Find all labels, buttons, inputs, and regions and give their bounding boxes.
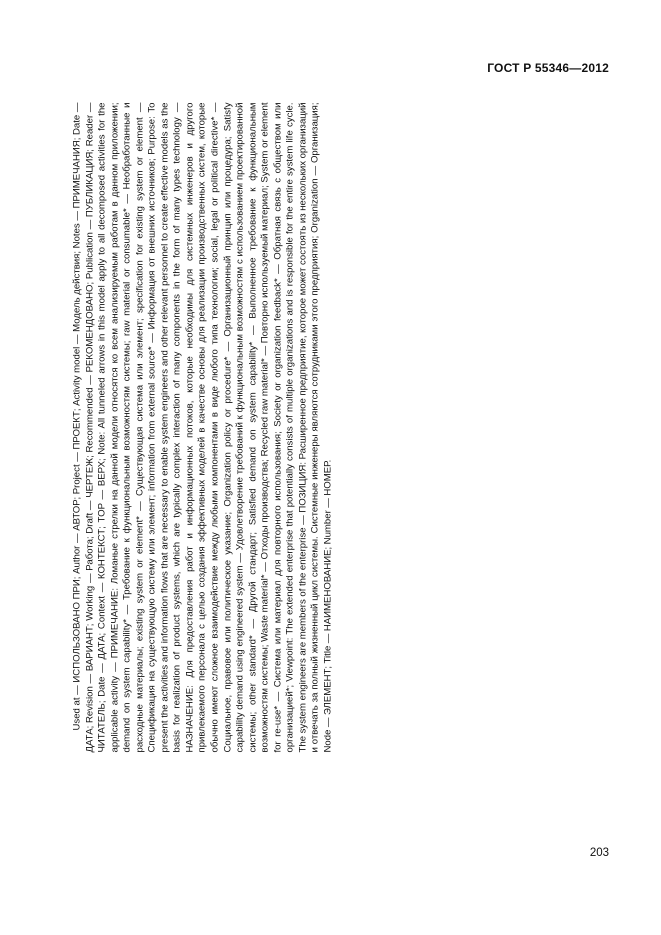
rotated-text-block [71, 102, 334, 752]
page-header-standard: ГОСТ Р 55346—2012 [487, 61, 609, 75]
page-number: 203 [589, 847, 609, 859]
glossary-paragraph: Used at — ИСПОЛЬЗОВАНО ПРИ; Author — АВТОР; Project — ПРОЕКТ; Activity model — Модель действия; Notes — ПРИМЕЧАНИЯ; Date — ДАТА; Revision — ВАРИАНТ; Working — Работа; Draft — ЧЕРТЕЖ; Recommended — РЕКОМЕНДОВАНО; Publication — ПУБЛИКАЦИЯ; Reader — ЧИТАТЕЛЬ; Date — ДАТА; Context — КОНТЕКСТ; TOP — ВЕРХ; Note: All tunneled arrows in this model apply to all decomposed activities for the applicable activity — ПРИМЕЧАНИЕ: Ломаные стрелки на данной модели относятся ко всем анализируемым работам в данном приложении; demand on system capability* — Требование к функциональным возможностям системы; raw material or consumable* — Необработанные и расходные материалы; existing system or element* — Существующая система или элемент; specification for existing system or element — Спецификация на существующую систему или элемент; information from external source* — Информация от внешних источников; Purpose: To present the activities and information flows that are necessary to enable system engineers and other relevant personnel to create effective models as the basis for realization of product systems, which are typically complex interaction of many components in the form of many types technology — НАЗНАЧЕНИЕ: Для предоставления работ и информационных потоков, которые необходимы для системных инженеров и другого привлекаемого персонала с целью создания эффективных моделей в качестве основы для реализации производственных систем, которые обычно имеют сложное взаимодействие между любыми компонентами в виде любого типа технологии; social, legal or political directive* — Социальное, правовое или политическое указание; Organization policy or procedure* — Организационный принцип или процедура; Satisfy capability demand using engineered system — Удовлетворение требований к функциональным возможностям с использованием проектированной системы; other standard* — Другой стандарт; Satisfied demand on system capability* — Выполненное требование к функциональным возможностям системы; Waste material* — Отходы производства; Recycled raw material* — Повторно используемый материал; System or element for re-use* — Система или материал для повторного использования; Society or organization feedback* — Обратная связь с обществом или организацией*; Viewpoint: The extended enterprise that potentially consists of multiple organizations and is responsible for the entire system life cycle. The system engineers are members of the enterprise — ПОЗИЦИЯ: Расширенное предприятие, которое может состоять из нескольких организаций и отвечать за полный жизненный цикл системы. Системные инженеры являются сотрудниками этого предприятия; Organization — Организация; Node — ЭЛЕМЕНТ; Title — НАИМЕНОВАНИЕ; Number — НОМЕР. [71, 102, 334, 752]
